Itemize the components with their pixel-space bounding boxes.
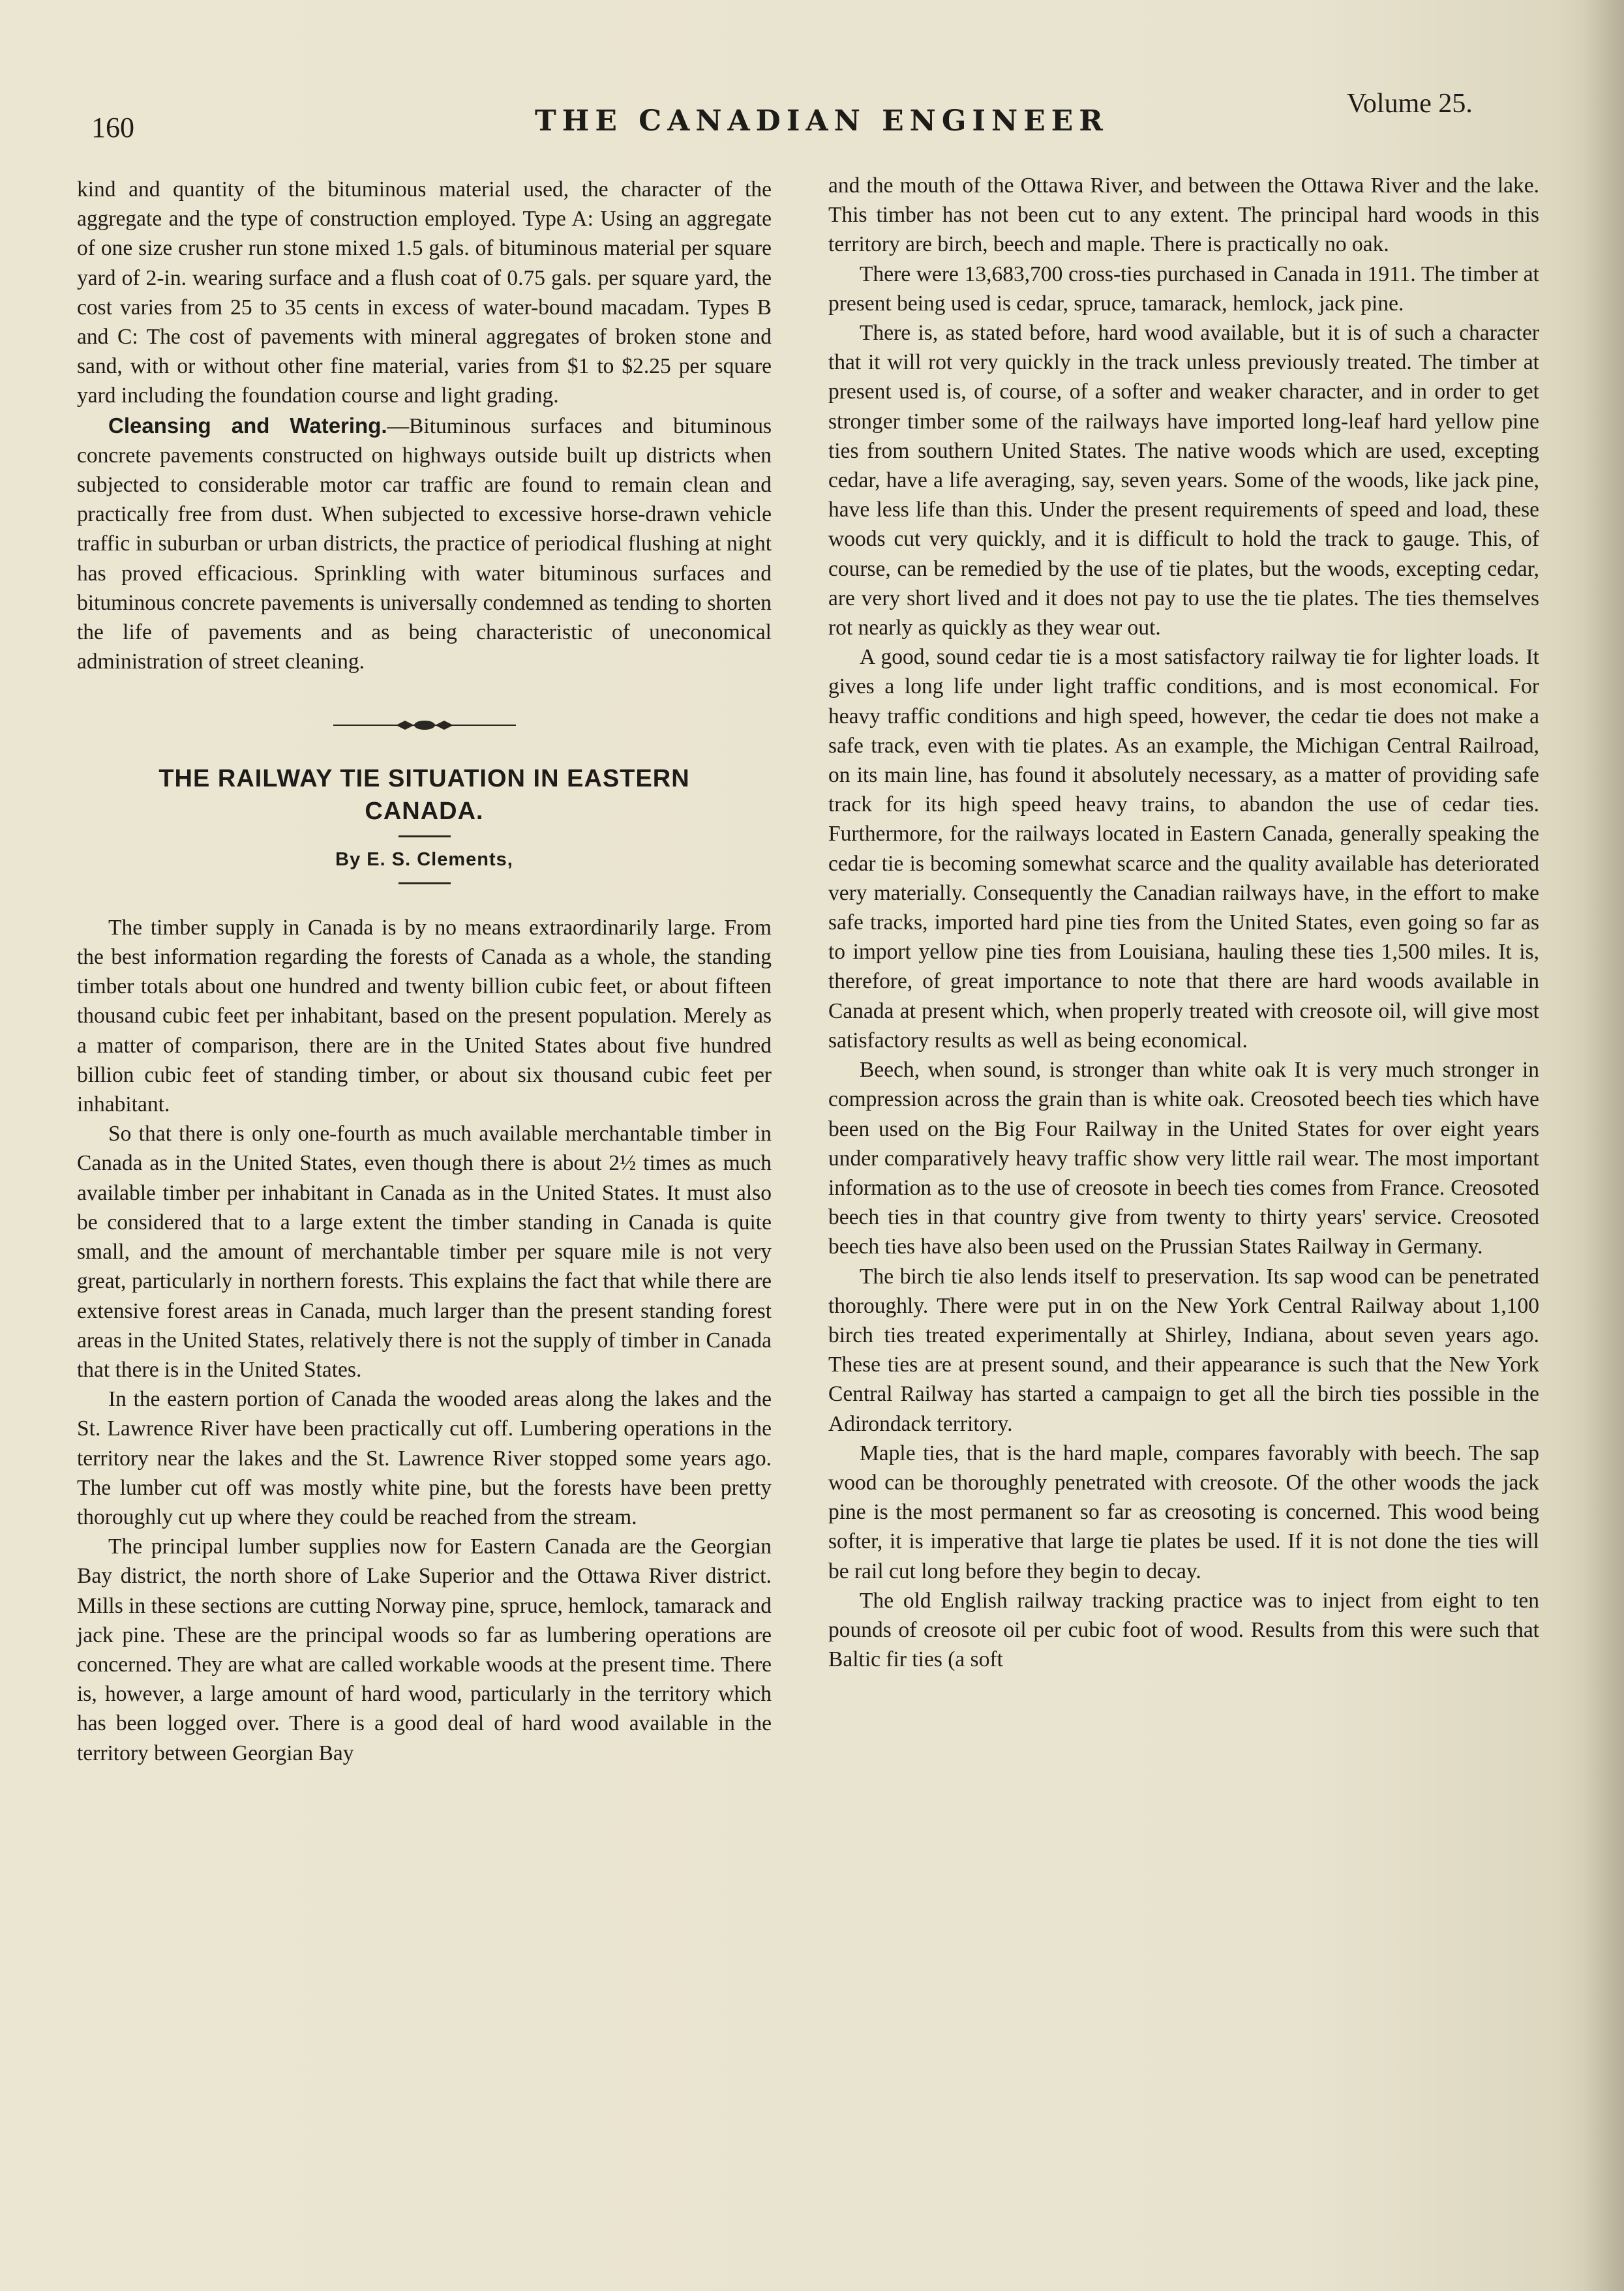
paragraph-text: —Bituminous surfaces and bituminous concrete pavements constructed on highways outside built up districts when subjected to considerable motor car traffic are found to remain clean and practically free from dust. When subjected to excessive horse-drawn vehicle traffic in suburban or urban districts, the practice of periodical flushing at night has proved efficacious. Sprinkling with water bituminous surfaces and bituminous concrete pavements is universally condemned as tending to shorten the life of pavements and as being characteristic of uneconomical administration of street cleaning. <box>77 413 772 674</box>
title-rule <box>398 835 451 837</box>
paragraph: and the mouth of the Ottawa River, and between the Ottawa River and the lake. This timber has not been cut to any extent. The principal hard woods in this territory are birch, beech and maple. There is practically no oak. <box>828 173 1539 257</box>
run-in-heading: Cleansing and Watering. <box>108 413 387 438</box>
left-column <box>77 175 772 1768</box>
paragraph: There were 13,683,700 cross-ties purchased in Canada in 1911. The timber at present being used is cedar, spruce, tamarack, hemlock, jack pine. <box>828 262 1539 316</box>
article-title-line: THE RAILWAY TIE SITUATION IN EASTERN <box>158 764 690 792</box>
article-title <box>77 762 772 828</box>
paragraph: In the eastern portion of Canada the wooded areas along the lakes and the St. Lawrence River have been practically cut off. Lumbering operations in the territory near the lakes and the St. Lawrence River stopped some years ago. The lumber cut off was mostly white pine, but the forests have been pretty thoroughly cut up where they could be reached from the stream. <box>77 1387 772 1529</box>
byline: By E. S. Clements, <box>335 848 513 870</box>
paragraph: The old English railway tracking practice was to inject from eight to ten pounds of creosote oil per cubic foot of wood. Results from this were such that Baltic fir ties (a soft <box>828 1588 1539 1672</box>
page-edge-shadow <box>1585 0 1624 2291</box>
journal-title: THE CANADIAN ENGINEER <box>535 104 1109 138</box>
paragraph: A good, sound cedar tie is a most satisfactory railway tie for lighter loads. It gives a long life under light traffic conditions, and is most economical. For heavy traffic conditions and high speed, however, the cedar tie does not make a safe track, even with tie plates. As an example, the Michigan Central Railroad, on its main line, has found it absolutely necessary, as a matter of providing safe track for its high speed heavy trains, to abandon the use of cedar ties. Furthermore, for the railways located in Eastern Canada, generally speaking the cedar tie is becoming somewhat scarce and the quality available has deteriorated very materially. Consequently the Canadian railways have, in the effort to make safe tracks, imported hard pine ties from the United States, even going so far as to import yellow pine ties from Louisiana, hauling these ties 1,500 miles. It is, therefore, of great importance to note that there are hard woods available in Canada at present which, when properly treated with creosote oil, will give most satisfactory results as well as being economical. <box>828 645 1539 1053</box>
byline-rule <box>398 882 451 884</box>
page-number: 160 <box>91 112 134 143</box>
paragraph: kind and quantity of the bituminous material used, the character of the aggregate and the type of construction employed. Type A: Using an aggregate of one size crusher run stone mixed 1.5 gals. of bituminous material per square yard of 2-in. wearing surface and a flush coat of 0.75 gals. per square yard, the cost varies from 25 to 35 cents in excess of water-bound macadam. Types B and C: The cost of pavements with mineral aggregates of broken stone and sand, with or without other fine material, varies from $1 to $2.25 per square yard including the foundation course and light grading. <box>77 177 772 408</box>
paragraph: The birch tie also lends itself to preservation. Its sap wood can be penetrated thoroughly. There were put in on the New York Central Railway about 1,100 birch ties treated experimentally at Shirley, Indiana, about seven years ago. These ties are at present sound, and their appearance is such that the New York Central Railway has started a campaign to get all the birch ties possible in the Adirondack territory. <box>828 1264 1539 1436</box>
paragraph: Maple ties, that is the hard maple, compares favorably with beech. The sap wood can be thoroughly penetrated with creosote. Of the other woods the jack pine is the most permanent so far as creosoting is concerned. This wood being softer, it is imperative that large tie plates be used. If it is not done the ties will be rail cut long before they begin to decay. <box>828 1441 1539 1583</box>
paragraph: There is, as stated before, hard wood available, but it is of such a character that it will rot very quickly in the track unless previously treated. The timber at present used is, of course, of a softer and weaker character, and in order to get stronger timber some of the railways have imported long-leaf hard yellow pine ties from southern United States. The native woods which are used, excepting cedar, have a life averaging, say, seven years. Some of the woods, like jack pine, have less life than this. Under the present requirements of speed and load, these woods cut very quickly, and it is difficult to hold the track to gauge. This, of course, can be remedied by the use of tie plates, but the woods, excepting cedar, are very short lived and it does not pay to use the tie plates. The ties themselves rot nearly as quickly as they wear out. <box>828 321 1539 640</box>
volume-label: Volume 25. <box>1347 89 1473 119</box>
paragraph: So that there is only one-fourth as much available merchantable timber in Canada as in the United States, even though there is about 2½ times as much available timber per inhabitant in Canada as in the United States. It must also be considered that to a large extent the timber standing in Canada is quite small, and the amount of merchantable timber per square mile is not very great, particularly in northern forests. This explains the fact that while there are extensive forest areas in Canada, much larger than the present standing forest areas in the United States, relatively there is not the supply of timber in Canada that there is in the United States. <box>77 1122 772 1382</box>
paragraph: The timber supply in Canada is by no means extraordinarily large. From the best information regarding the forests of Canada as a whole, the standing timber totals about one hundred and twenty billion cubic feet, or about fifteen thousand cubic feet per inhabitant, based on the present population. Merely as a matter of comparison, there are in the United States about five hundred billion cubic feet of standing timber, or about six thousand cubic feet per inhabitant. <box>77 915 772 1117</box>
spacer <box>77 892 772 913</box>
paragraph: The principal lumber supplies now for Eastern Canada are the Georgian Bay district, the north shore of Lake Superior and the Ottawa River district. Mills in these sections are cutting Norway pine, spruce, hemlock, tamarack and jack pine. These are the principal woods so far as lumbering operations are concerned. They are what are called workable woods at the present time. There is, however, a large amount of hard wood, particularly in the territory which has been logged over. There is a good deal of hard wood available in the territory between Georgian Bay <box>77 1535 772 1765</box>
paragraph-cleansing <box>77 411 772 677</box>
paragraph: Beech, when sound, is stronger than white oak It is very much stronger in compression across the grain than is white oak. Creosoted beech ties which have been used on the Big Four Railway in the United States for over eight years under comparatively heavy traffic show very little rail wear. The most important information as to the use of creosote in beech ties comes from France. Creosoted beech ties in that country give from twenty to thirty years' service. Creosoted beech ties have also been used on the Prussian States Railway in Germany. <box>828 1058 1539 1259</box>
right-column <box>828 171 1539 1674</box>
section-divider-ornament <box>77 710 772 740</box>
article-title-line: CANADA. <box>365 797 484 825</box>
running-head <box>0 0 1624 170</box>
